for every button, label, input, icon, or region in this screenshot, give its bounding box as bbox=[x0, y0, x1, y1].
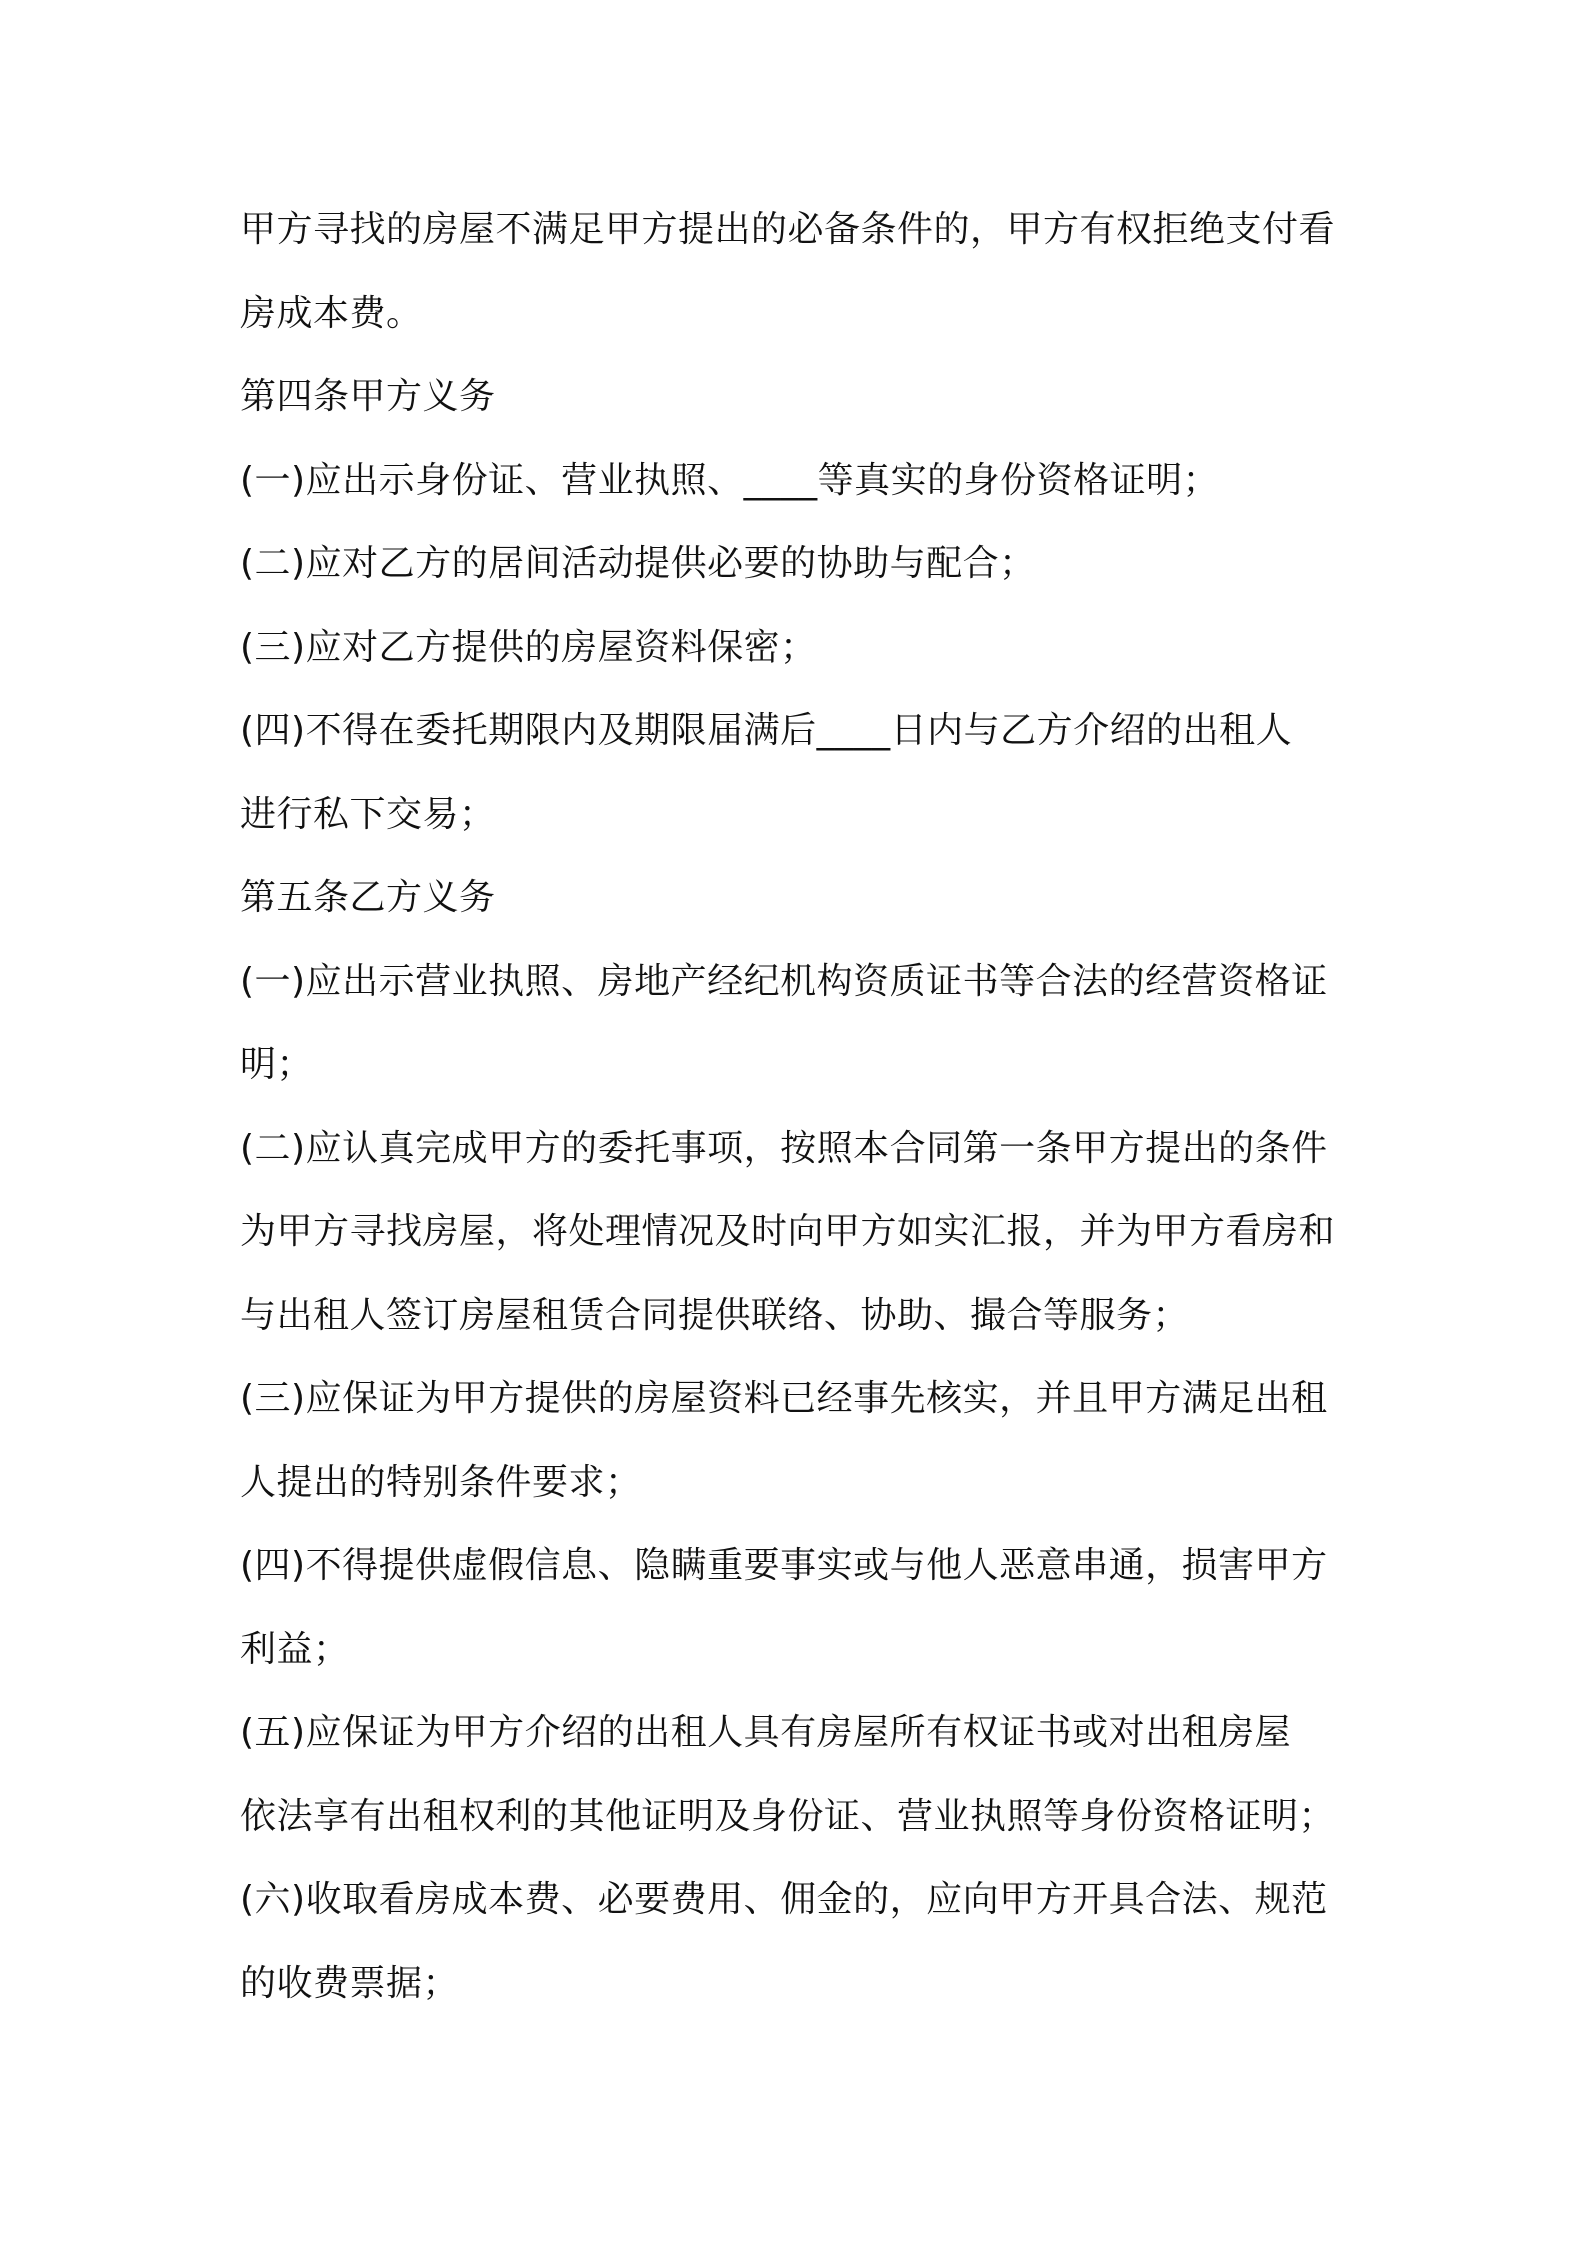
text-line: (二)应对乙方的居间活动提供必要的协助与配合； bbox=[240, 543, 1036, 584]
text-line: 利益； bbox=[240, 1628, 350, 1670]
text-line: (四)不得提供虚假信息、隐瞒重要事实或与他人恶意串通，损害甲方 bbox=[240, 1545, 1328, 1586]
text-line: 为甲方寻找房屋，将处理情况及时向甲方如实汇报，并为甲方看房和 bbox=[240, 1211, 1336, 1252]
text-line: 与出租人签订房屋租赁合同提供联络、协助、撮合等服务； bbox=[240, 1294, 1190, 1336]
section-heading-article-4: 第四条甲方义务 bbox=[240, 376, 496, 417]
text-line: (二)应认真完成甲方的委托事项，按照本合同第一条甲方提出的条件 bbox=[240, 1127, 1328, 1169]
text-line: 进行私下交易； bbox=[240, 793, 496, 835]
section-heading-article-5: 第五条乙方义务 bbox=[240, 877, 496, 918]
document-body bbox=[240, 200, 1360, 2037]
text-line: (四)不得在委托期限内及期限届满后____日内与乙方介绍的出租人 bbox=[240, 710, 1293, 751]
text-line: 依法享有出租权利的其他证明及身份证、营业执照等身份资格证明； bbox=[240, 1795, 1336, 1837]
text-line: (六)收取看房成本费、必要费用、佣金的，应向甲方开具合法、规范 bbox=[240, 1879, 1328, 1920]
text-line: 甲方寻找的房屋不满足甲方提出的必备条件的，甲方有权拒绝支付看 bbox=[240, 209, 1336, 250]
text-line: 明； bbox=[240, 1044, 314, 1085]
text-line: (一)应出示身份证、营业执照、____等真实的身份资格证明； bbox=[240, 459, 1220, 501]
text-line: (五)应保证为甲方介绍的出租人具有房屋所有权证书或对出租房屋 bbox=[240, 1712, 1292, 1753]
text-line: 人提出的特别条件要求； bbox=[240, 1461, 642, 1503]
text-line: (一)应出示营业执照、房地产经纪机构资质证书等合法的经营资格证 bbox=[240, 960, 1328, 1002]
text-line: (三)应保证为甲方提供的房屋资料已经事先核实，并且甲方满足出租 bbox=[240, 1378, 1328, 1419]
text-line: 的收费票据； bbox=[240, 1962, 460, 2004]
text-line: 房成本费。 bbox=[240, 292, 423, 334]
text-line: (三)应对乙方提供的房屋资料保密； bbox=[240, 626, 817, 668]
